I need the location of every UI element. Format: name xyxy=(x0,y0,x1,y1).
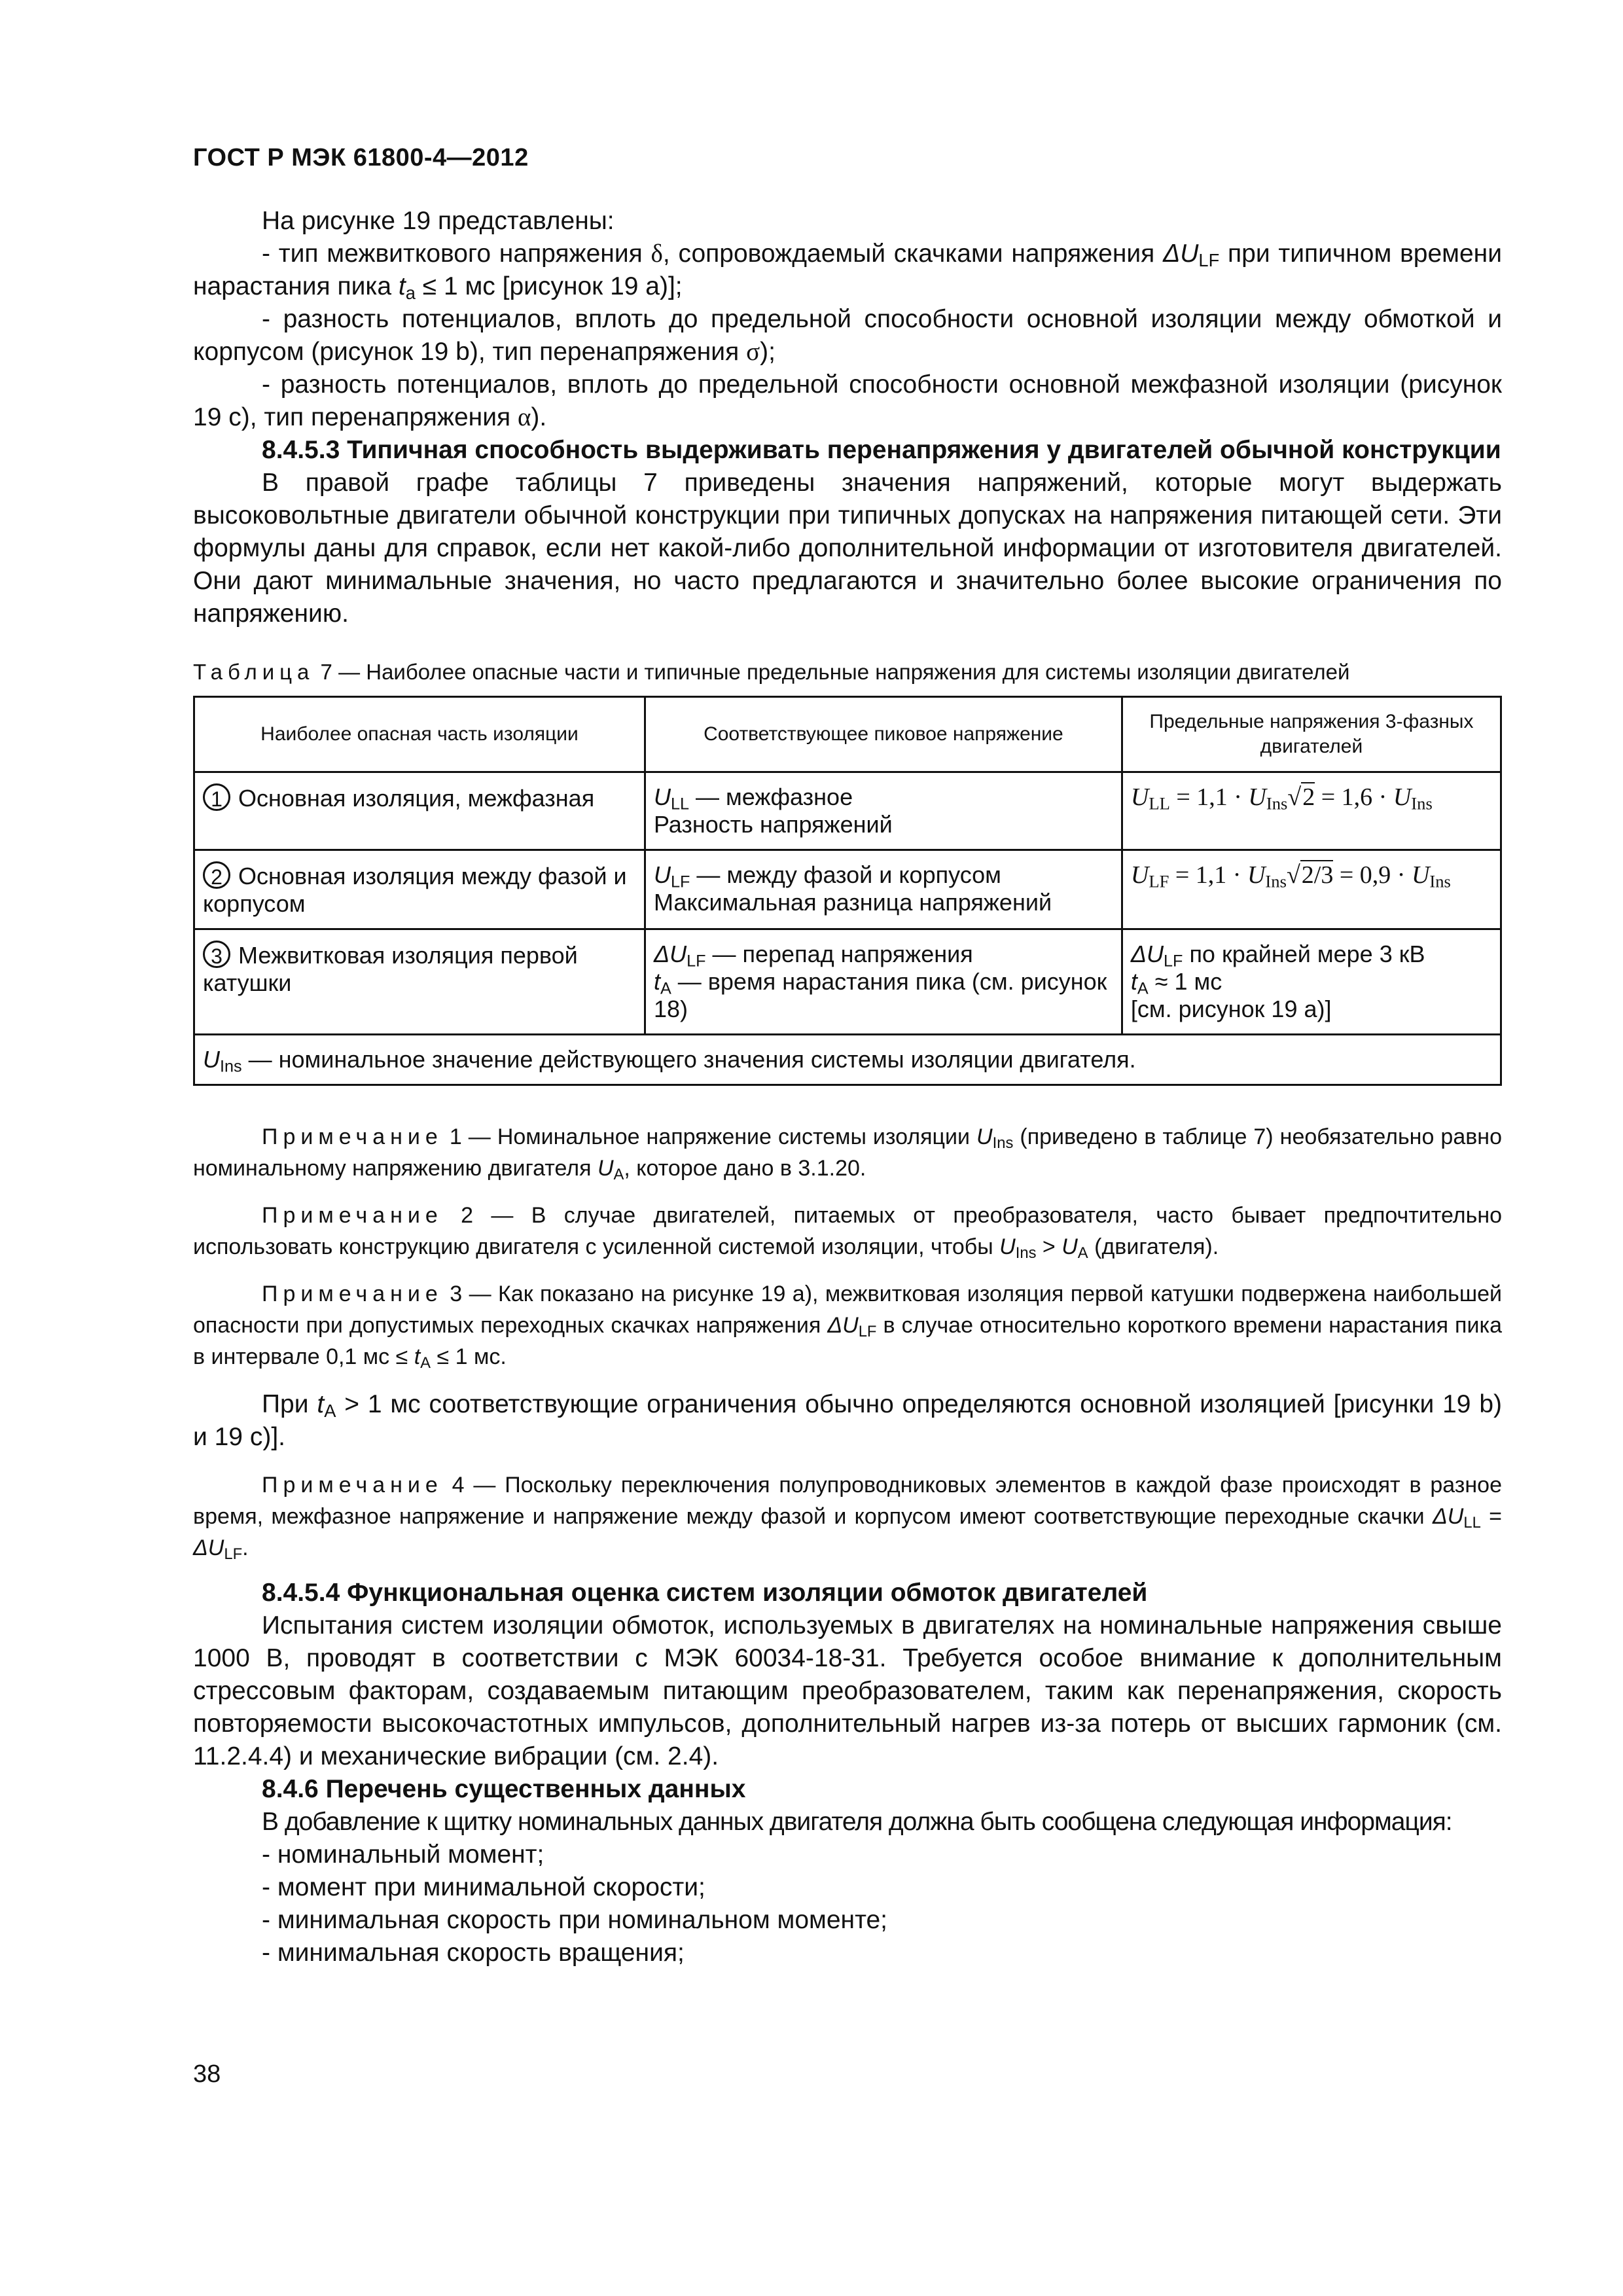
table-row xyxy=(194,772,1501,850)
table-cell-part: 1 Основная изоляция, межфазная xyxy=(194,772,645,850)
body-paragraph-ta: При $t_A > 1$ мс соответствующие ограничения обычно определяются основной изоляцией [рисунки 19 b) и 19 с)]. xyxy=(193,1390,1503,1451)
table-footer-cell: $U_{Ins}$ — номинальное значение действующего значения системы изоляции двигателя. xyxy=(194,1035,1501,1085)
intro-item-1: - тип межвиткового напряжения δ, сопровождаемый скачками напряжения $\Delta U_{LF}$ при типичном времени нарастания пика $t_a \le 1$ мс [рисунок 19 а)]; xyxy=(193,240,1503,303)
table-cell-part: 2 Основная изоляция между фазой и корпусом xyxy=(194,850,645,929)
table-7 xyxy=(193,696,1502,1086)
circled-number-3: 3 xyxy=(203,941,230,968)
list-item: - момент при минимальной скорости; xyxy=(262,1873,705,1901)
section-8-4-6-body: В добавление к щитку номинальных данных двигателя должна быть сообщена следующая информация: xyxy=(262,1808,1452,1836)
table-7-caption: Таблица 7 — Наиболее опасные части и типичные предельные напряжения для системы изоляции двигателей xyxy=(193,660,1350,684)
section-8-4-5-3-heading: 8.4.5.3 Типичная способность выдерживать перенапряжения у двигателей обычной конструкции xyxy=(262,436,1501,464)
list-item: - минимальная скорость вращения; xyxy=(262,1939,685,1967)
section-8-4-5-4-body: Испытания систем изоляции обмоток, используемых в двигателях на номинальные напряжения свыше 1000 В, проводят в соответствии с МЭК 60034-18-31. Требуется особое внимание к дополнительным стрессовым факторам, создаваемым питающим преобразователем, таким как перенапряжения, скорость повторяемости высокочастотных импульсов, дополнительный нагрев из-за потерь от высших гармоник (см. 11.2.4.4) и механические вибрации (см. 2.4). xyxy=(193,1611,1502,1770)
intro-item-3: - разность потенциалов, вплоть до предельной способности основной межфазной изоляции (рисунок 19 с), тип перенапряжения α). xyxy=(193,370,1502,431)
table-cell-peak: $U_{LL}$ — межфазное Разность напряжений xyxy=(645,772,1122,850)
list-item: - минимальная скорость при номинальном моменте; xyxy=(262,1906,888,1934)
circled-number-1: 1 xyxy=(203,783,230,811)
section-8-4-6-heading: 8.4.6 Перечень существенных данных xyxy=(262,1775,746,1803)
note-1: Примечание 1 — Номинальное напряжение системы изоляции $U_{Ins}$ (приведено в таблице 7) необязательно равно номинальному напряжению двигателя $U_A$, которое дано в 3.1.20. xyxy=(193,1124,1502,1183)
table-header-row xyxy=(194,697,1501,772)
section-8-4-5-3-body: В правой графе таблицы 7 приведены значения напряжений, которые могут выдержать высоковольтные двигатели обычной конструкции при типичных допусках на напряжения питающей сети. Эти формулы даны для справок, если нет какой-либо дополнительной информации от изготовителя двигателей. Они дают минимальные значения, но часто предлагаются и значительно более высокие ограничения по напряжению. xyxy=(193,469,1502,628)
table-row xyxy=(194,850,1501,929)
table-cell-limit: $U_{LF} = 1,1 \cdot U_{Ins}√2/3 = 0,9 \cdot U_{Ins}$ xyxy=(1122,850,1501,929)
table-header-cell: Соответствующее пиковое напряжение xyxy=(645,697,1122,772)
table-footer-row xyxy=(194,1035,1501,1085)
document-header: ГОСТ Р МЭК 61800-4—2012 xyxy=(193,144,529,171)
note-3: Примечание 3 — Как показано на рисунке 19 а), межвитковая изоляция первой катушки подвержена наибольшей опасности при допустимых переходных скачках напряжения $\Delta U_{LF}$ в случае относительно короткого времени нарастания пика в интервале 0,1 мс ≤ $t_A \le 1$ мс. xyxy=(193,1282,1502,1372)
intro-lead: На рисунке 19 представлены: xyxy=(262,207,615,235)
list-item: - номинальный момент; xyxy=(262,1840,544,1869)
table-cell-peak: $U_{LF}$ — между фазой и корпусом Максимальная разница напряжений xyxy=(645,850,1122,929)
table-row xyxy=(194,929,1501,1035)
table-header-cell: Наиболее опасная часть изоляции xyxy=(194,697,645,772)
table-cell-peak: $\Delta U_{LF}$ — перепад напряжения $t_A$ — время нарастания пика (см. рисунок 18) xyxy=(645,929,1122,1035)
intro-item-2: - разность потенциалов, вплоть до предельной способности основной изоляции между обмоткой и корпусом (рисунок 19 b), тип перенапряжения σ); xyxy=(193,305,1502,366)
table-cell-limit: $\Delta U_{LF}$ по крайней мере 3 кВ $t_A \approx 1$ мс [см. рисунок 19 а)] xyxy=(1122,929,1501,1035)
document-page xyxy=(193,144,1502,1969)
note-4: Примечание 4 — Поскольку переключения полупроводниковых элементов в каждой фазе происходят в разное время, межфазное напряжение и напряжение между фазой и корпусом имеют соответствующие переходные скачки $\Delta U_{LL} = \Delta U_{LF}$. xyxy=(193,1473,1502,1563)
page-number: 38 xyxy=(193,2060,221,2088)
note-2: Примечание 2 — В случае двигателей, питаемых от преобразователя, часто бывает предпочтительно использовать конструкцию двигателя с усиленной системой изоляции, чтобы $U_{Ins} > U_A$ (двигателя). xyxy=(193,1203,1502,1262)
table-cell-limit: $U_{LL} = 1,1 \cdot U_{Ins}√2 = 1,6 \cdot U_{Ins}$ xyxy=(1122,772,1501,850)
table-header-cell: Предельные напряжения 3-фазных двигателей xyxy=(1122,697,1501,772)
circled-number-2: 2 xyxy=(203,861,230,889)
table-cell-part: 3 Межвитковая изоляция первой катушки xyxy=(194,929,645,1035)
section-8-4-5-4-heading: 8.4.5.4 Функциональная оценка систем изоляции обмоток двигателей xyxy=(262,1579,1148,1607)
